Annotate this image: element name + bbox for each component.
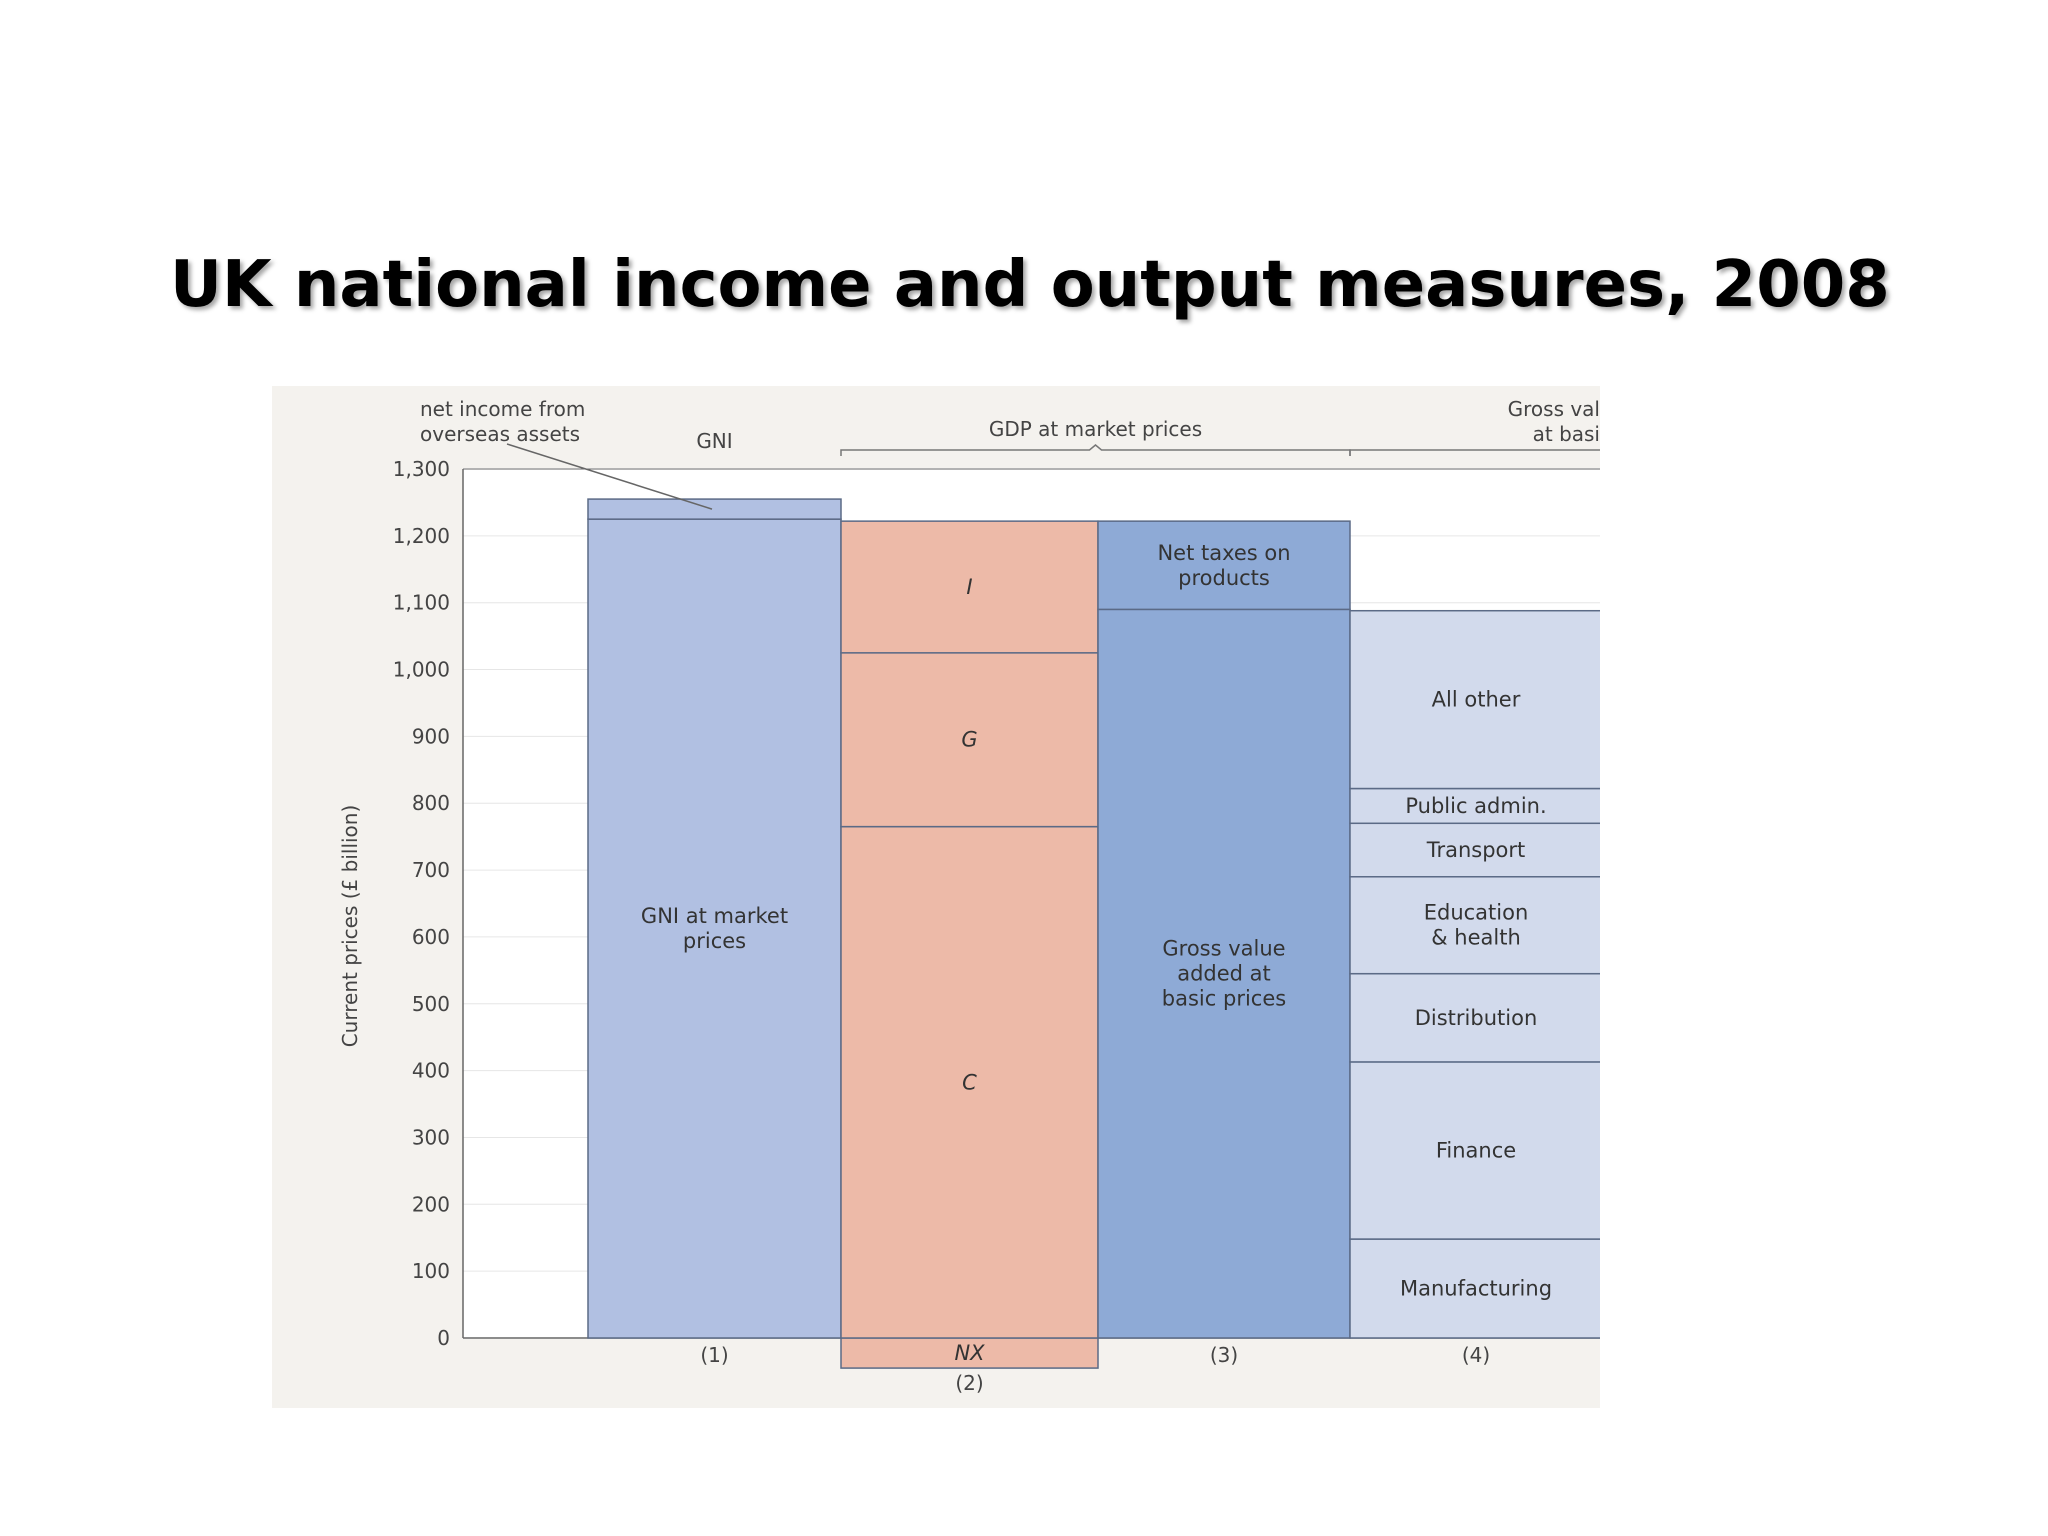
y-tick-label: 700 [411,858,450,883]
bracket-label: Gross val [1507,397,1600,421]
slide-title: UK national income and output measures, 2008 [170,248,1890,322]
segment-label: All other [1431,687,1521,712]
y-tick-label: 300 [411,1125,450,1150]
y-tick-label: 800 [411,791,450,816]
y-tick-label: 600 [411,924,450,949]
x-tick-label: (1) [700,1343,729,1367]
bracket-label: GNI [696,429,733,453]
y-tick-label: 0 [437,1326,450,1350]
x-tick-label: (2) [955,1371,984,1396]
y-tick-label: 200 [411,1192,450,1217]
segment-label: Public admin. [1405,793,1547,818]
y-tick-label: 1,100 [392,590,450,615]
y-axis-label: Current prices (£ billion) [338,804,362,1048]
segment-label: Finance [1435,1138,1517,1163]
y-tick-label: 500 [411,991,450,1016]
segment-label: & health [1431,925,1521,950]
annotation-label: net income from [420,397,586,421]
segment-label: basic prices [1161,986,1287,1011]
segment-label: Education [1423,900,1529,925]
bracket-label: GDP at market prices [988,417,1203,441]
segment-label: Net taxes on [1157,540,1291,565]
x-tick-label: (4) [1461,1343,1491,1367]
y-tick-label: 100 [411,1259,450,1284]
bracket-label: at basi [1532,422,1600,446]
segment-label: I [966,574,973,599]
segment-label: G [961,727,978,752]
segment-label: Transport [1426,838,1526,863]
y-tick-label: 400 [411,1058,450,1083]
x-tick-label: (3) [1209,1343,1239,1367]
annotation-label: overseas assets [420,422,581,446]
chart-panel [272,386,1600,1408]
segment-label: NX [954,1341,985,1366]
y-tick-label: 1,200 [392,523,450,548]
y-tick-label: 900 [411,724,450,749]
y-tick-label: 1,000 [392,657,450,682]
segment-label: Manufacturing [1399,1276,1553,1301]
segment-label: C [962,1070,977,1095]
segment-label: Gross value [1162,936,1286,961]
segment-label: GNI at market [640,904,789,929]
segment-label: products [1178,565,1270,590]
segment-label: added at [1177,961,1271,986]
y-tick-label: 1,300 [392,457,450,481]
column-1-segment [588,499,841,519]
national-income-chart [272,386,1600,1408]
segment-label: prices [682,929,747,954]
segment-label: Distribution [1414,1005,1538,1030]
